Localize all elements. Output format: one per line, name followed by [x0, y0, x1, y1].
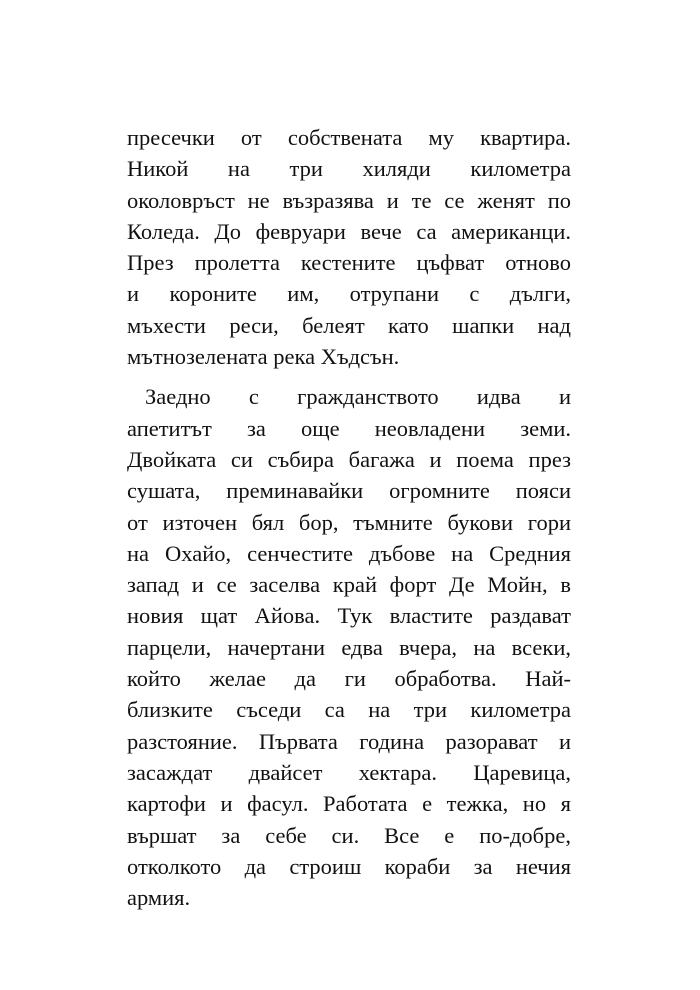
- text-line: който желае да ги обработва. Най-: [127, 666, 571, 692]
- text-line: от източен бял бор, тъмните букови гори: [127, 509, 571, 535]
- text-line: Никой на три хиляди километра: [127, 156, 571, 182]
- text-line: мътнозелената река Хъдсън.: [127, 344, 400, 370]
- text-line: сушата, преминавайки огромните пояси: [127, 478, 571, 504]
- text-line: околовръст не възразява и те се женят по: [127, 187, 571, 213]
- text-line: апетитът за още неовладени земи.: [127, 415, 571, 441]
- paragraph-2: [127, 381, 571, 913]
- text-line: армия.: [127, 885, 191, 911]
- text-line: на Охайо, сенчестите дъбове на Средния: [127, 540, 571, 566]
- body-text: [127, 122, 571, 913]
- paragraph-1: [127, 122, 571, 372]
- text-line: Двойката си събира багажа и поема през: [127, 446, 571, 472]
- text-line: разстояние. Първата година разорават и: [127, 728, 571, 754]
- text-line: Заедно с гражданството идва и: [145, 384, 571, 410]
- text-line: Коледа. До февруари вече са американци.: [127, 218, 571, 244]
- text-line: запад и се заселва край форт Де Мойн, в: [127, 572, 571, 598]
- text-line: вършат за себе си. Все е по-добре,: [127, 822, 571, 848]
- text-line: пресечки от собствената му квартира.: [127, 125, 571, 150]
- text-line: близките съседи са на три километра: [127, 697, 571, 723]
- text-line: През пролетта кестените цъфват отново: [127, 250, 571, 276]
- text-line: и короните им, отрупани с дълги,: [127, 281, 571, 307]
- text-line: засаждат двайсет хектара. Царевица,: [127, 759, 571, 785]
- text-line: отколкото да строиш кораби за нечия: [127, 853, 571, 879]
- paragraph-gap: [127, 372, 571, 381]
- text-line: новия щат Айова. Тук властите раздават: [127, 603, 571, 629]
- text-line: картофи и фасул. Работата е тежка, но я: [127, 791, 571, 817]
- text-line: мъхести реси, белеят като шапки над: [127, 312, 571, 338]
- text-line: парцели, начертани едва вчера, на всеки,: [127, 634, 571, 660]
